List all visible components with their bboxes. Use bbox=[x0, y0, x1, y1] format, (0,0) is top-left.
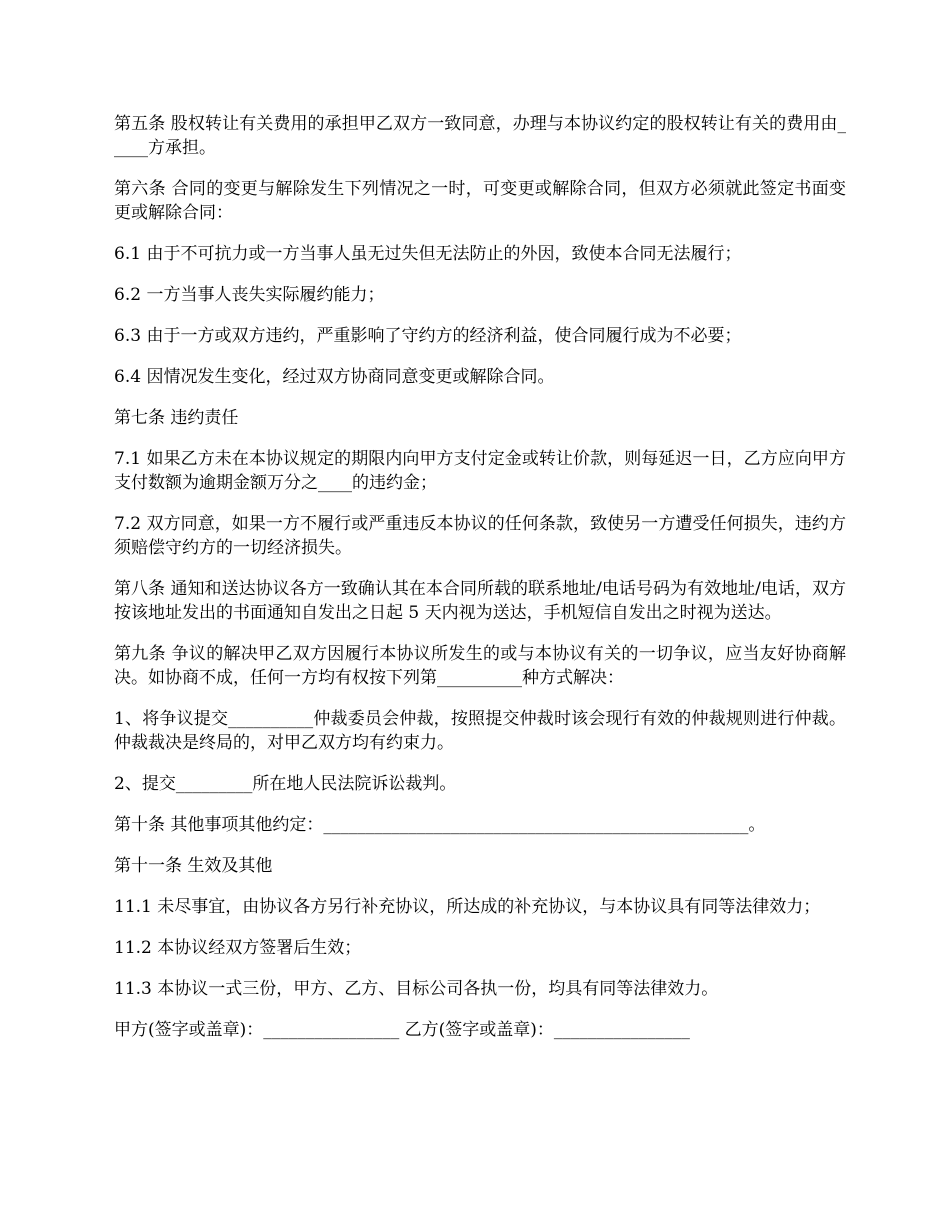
dispute-option-1: 1、将争议提交__________仲裁委员会仲裁，按照提交仲裁时该会现行有效的仲裁规则进行仲裁。仲裁裁决是终局的，对甲乙双方均有约束力。 bbox=[114, 709, 846, 753]
clause-11-2: 11.2 本协议经双方签署后生效； bbox=[114, 938, 362, 958]
document-body bbox=[114, 112, 846, 1059]
dispute-option-2: 2、提交_________所在地人民法院诉讼裁判。 bbox=[114, 774, 457, 794]
clause-11-3: 11.3 本协议一式三份，甲方、乙方、目标公司各执一份，均具有同等法律效力。 bbox=[114, 979, 719, 999]
signature-line: 甲方(签字或盖章)：________________ 乙方(签字或盖章)：________________ bbox=[114, 1020, 690, 1040]
clause-7-2: 7.2 双方同意，如果一方不履行或严重违反本协议的任何条款，致使另一方遭受任何损失，违约方须赔偿守约方的一切经济损失。 bbox=[114, 514, 846, 558]
clause-6-3: 6.3 由于一方或双方违约，严重影响了守约方的经济利益，使合同履行成为不必要； bbox=[114, 326, 742, 346]
article-7-heading: 第七条 违约责任 bbox=[114, 408, 239, 428]
article-6-change-termination: 第六条 合同的变更与解除发生下列情况之一时，可变更或解除合同，但双方必须就此签定书面变更或解除合同： bbox=[114, 179, 846, 223]
clause-6-2: 6.2 一方当事人丧失实际履约能力； bbox=[114, 285, 385, 305]
clause-6-1: 6.1 由于不可抗力或一方当事人虽无过失但无法防止的外因，致使本合同无法履行； bbox=[114, 244, 742, 264]
article-10-other: 第十条 其他事项其他约定：__________________________________________________。 bbox=[114, 815, 766, 835]
clause-11-1: 11.1 未尽事宜，由协议各方另行补充协议，所达成的补充协议，与本协议具有同等法律效力； bbox=[114, 897, 821, 917]
clause-7-1: 7.1 如果乙方未在本协议规定的期限内向甲方支付定金或转让价款，则每延迟一日，乙方应向甲方支付数额为逾期金额万分之____的违约金； bbox=[114, 449, 846, 493]
article-9-dispute: 第九条 争议的解决甲乙双方因履行本协议所发生的或与本协议有关的一切争议，应当友好协商解决。如协商不成，任何一方均有权按下列第__________种方式解决： bbox=[114, 644, 846, 688]
clause-6-4: 6.4 因情况发生变化，经过双方协商同意变更或解除合同。 bbox=[114, 367, 555, 387]
article-8-notice: 第八条 通知和送达协议各方一致确认其在本合同所载的联系地址/电话号码为有效地址/电话，双方按该地址发出的书面通知自发出之日起 5 天内视为送达，手机短信自发出之时视为送达。 bbox=[114, 579, 846, 623]
article-5-cost-bearing: 第五条 股权转让有关费用的承担甲乙双方一致同意，办理与本协议约定的股权转让有关的费用由_____方承担。 bbox=[114, 114, 846, 158]
article-11-heading: 第十一条 生效及其他 bbox=[114, 856, 273, 876]
